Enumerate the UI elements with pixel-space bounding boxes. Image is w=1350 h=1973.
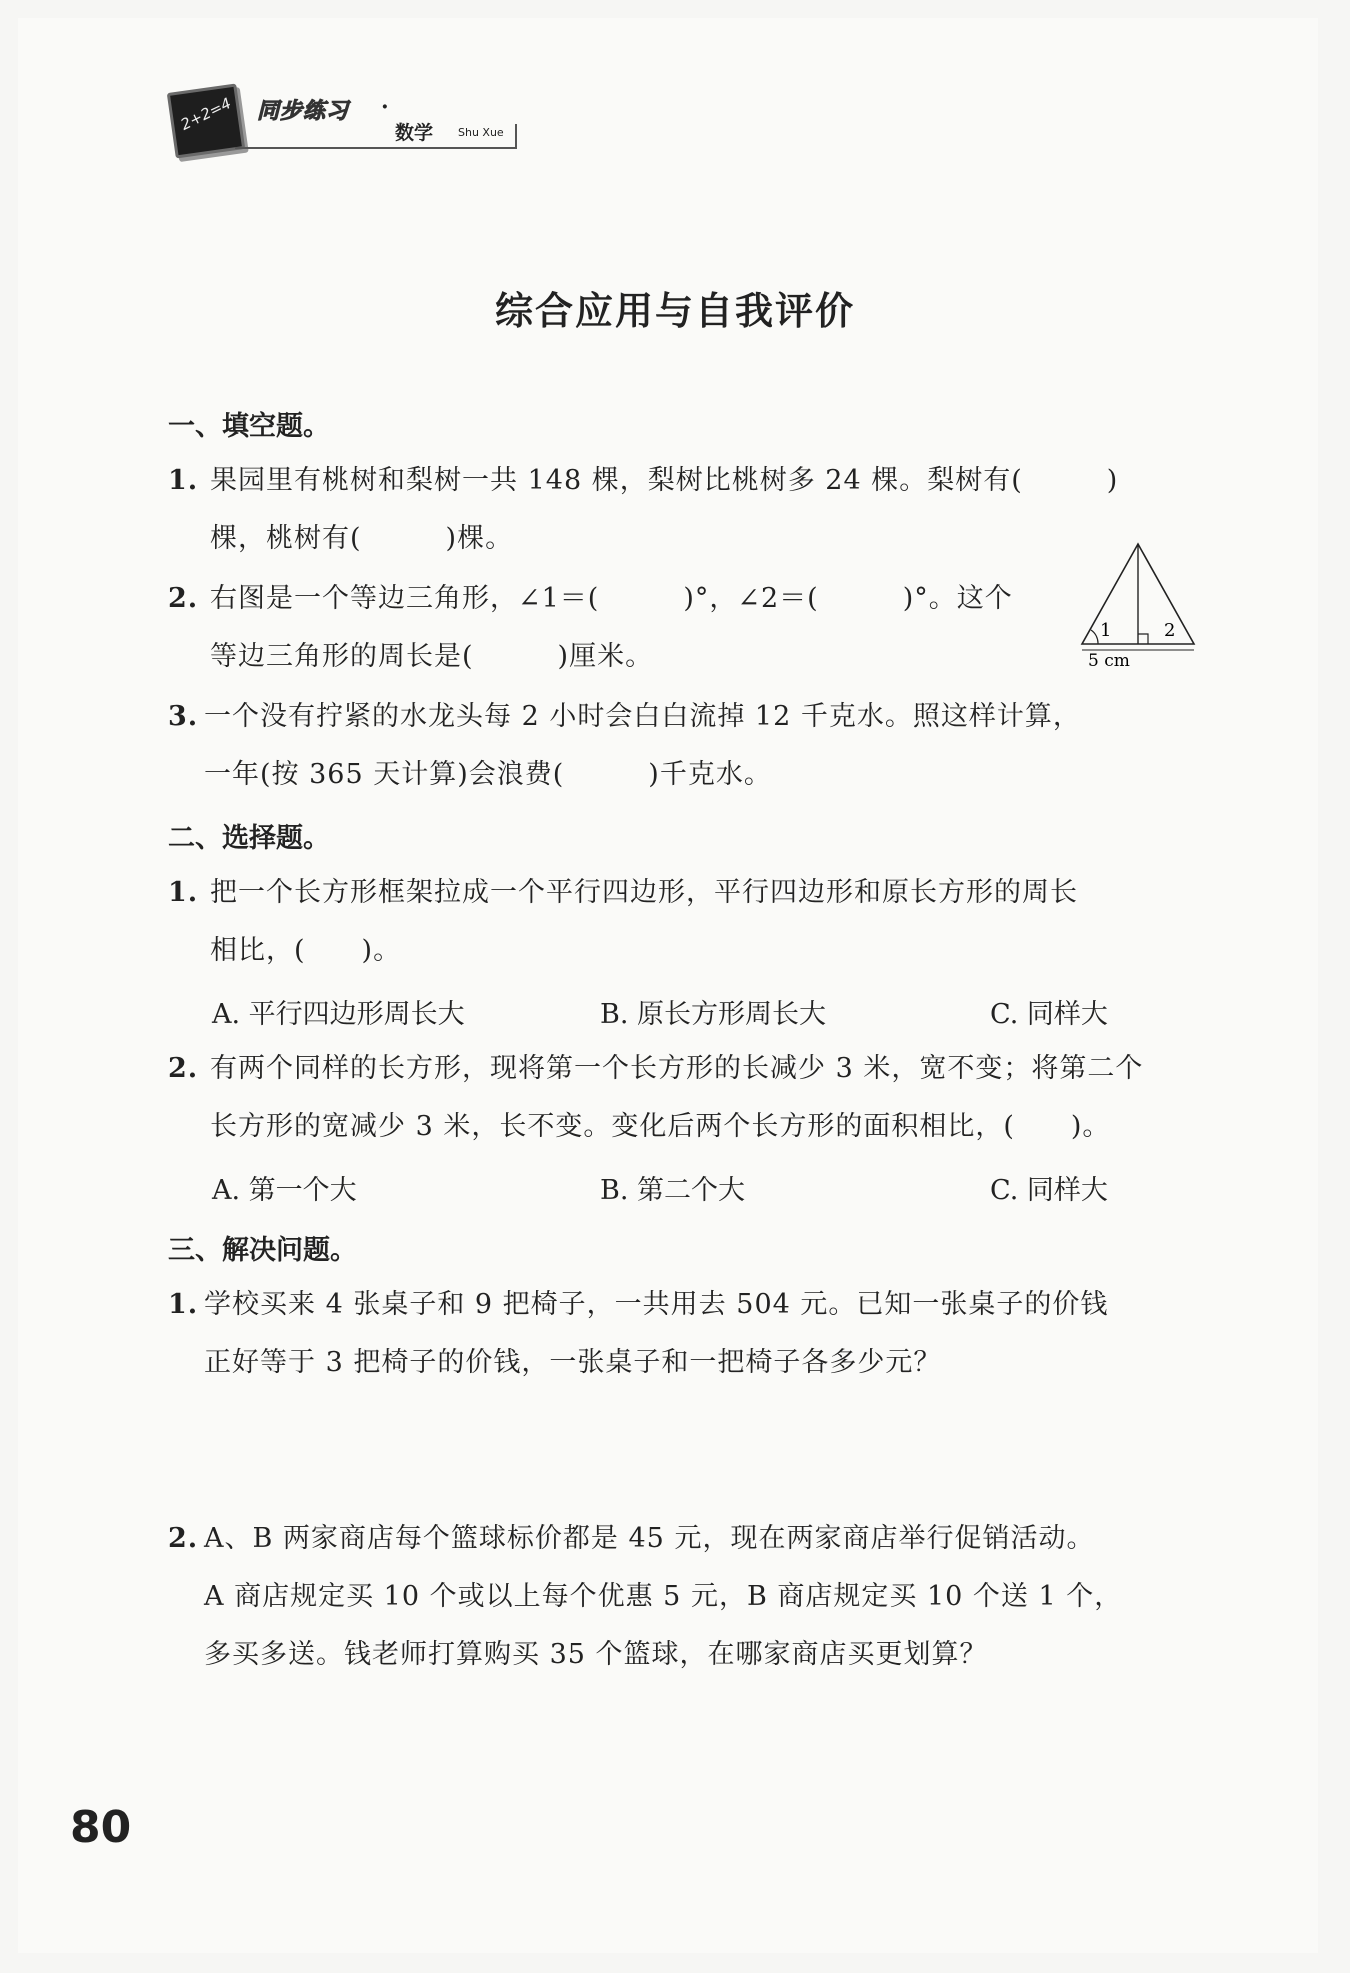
- fill-question-2: [168, 570, 1068, 686]
- section-choice-heading: 二、选择题。: [168, 823, 330, 854]
- subject-label: 数学: [395, 122, 434, 144]
- fill-question-1: [168, 452, 1198, 568]
- header-logo: [165, 80, 525, 160]
- question-number: 1.: [168, 877, 199, 908]
- question-text: 学校买来 4 张桌子和 9 把椅子，一共用去 504 元。已知一张桌子的价钱 正好等于 3 把椅子的价钱，一张桌子和一把椅子各多少元？: [204, 1289, 1109, 1378]
- page-number: 80: [70, 1802, 132, 1853]
- header-dot: ·: [381, 94, 389, 120]
- right-angle-mark: [1138, 634, 1148, 644]
- question-number: 2.: [168, 1523, 199, 1554]
- question-number: 3.: [168, 701, 199, 732]
- question-number: 2.: [168, 583, 199, 614]
- choice-1-option-b[interactable]: B. 原长方形周长大: [600, 999, 827, 1030]
- section-fill-heading: 一、填空题。: [168, 411, 330, 442]
- question-text: 把一个长方形框架拉成一个平行四边形，平行四边形和原长方形的周长 相比，( )。: [210, 877, 1078, 966]
- chalkboard-icon: [167, 83, 246, 158]
- choice-question-2: [168, 1040, 1228, 1156]
- question-text: 右图是一个等边三角形，∠1＝( )°，∠2＝( )°。这个 等边三角形的周长是( )厘米。: [210, 583, 1013, 672]
- solve-question-1: [168, 1276, 1198, 1392]
- choice-question-1: [168, 864, 1198, 980]
- question-number: 1.: [168, 1289, 199, 1320]
- angle-1-label: 1: [1100, 620, 1112, 641]
- board-text: 2+2=4: [177, 94, 235, 134]
- base-length-label: 5 cm: [1088, 651, 1130, 670]
- subject-pinyin: Shu Xue: [458, 126, 504, 139]
- angle-2-label: 2: [1164, 620, 1176, 641]
- header-underline: [235, 147, 517, 149]
- page-title: 综合应用与自我评价: [494, 288, 855, 333]
- section-solve-heading: 三、解决问题。: [168, 1235, 357, 1266]
- choice-2-option-a[interactable]: A. 第一个大: [212, 1175, 357, 1206]
- series-title: 同步练习: [257, 99, 350, 124]
- choice-2-option-b[interactable]: B. 第二个大: [600, 1175, 746, 1206]
- question-text: 一个没有拧紧的水龙头每 2 小时会白白流掉 12 千克水。照这样计算， 一年(按 365 天计算)会浪费( )千克水。: [204, 701, 1081, 790]
- question-text: 有两个同样的长方形，现将第一个长方形的长减少 3 米，宽不变；将第二个 长方形的宽减少 3 米，长不变。变化后两个长方形的面积相比，( )。: [210, 1053, 1144, 1142]
- solve-question-2: [168, 1510, 1218, 1684]
- equilateral-triangle-figure: [1078, 540, 1198, 670]
- question-text: A、B 两家商店每个篮球标价都是 45 元，现在两家商店举行促销活动。 A 商店规定买 10 个或以上每个优惠 5 元，B 商店规定买 10 个送 1 个， 多买多送。钱老师打算购买 35 个篮球，在哪家商店买更划算？: [204, 1523, 1123, 1670]
- question-number: 2.: [168, 1053, 199, 1084]
- angle-1-arc: [1091, 630, 1098, 644]
- choice-1-option-a[interactable]: A. 平行四边形周长大: [212, 999, 465, 1030]
- choice-2-option-c[interactable]: C. 同样大: [990, 1175, 1108, 1206]
- header-divider: [515, 124, 517, 148]
- fill-question-3: [168, 688, 1198, 804]
- question-text: 果园里有桃树和梨树一共 148 棵，梨树比桃树多 24 棵。梨树有( ) 棵，桃树有( )棵。: [210, 465, 1119, 554]
- choice-1-option-c[interactable]: C. 同样大: [990, 999, 1108, 1030]
- question-number: 1.: [168, 465, 199, 496]
